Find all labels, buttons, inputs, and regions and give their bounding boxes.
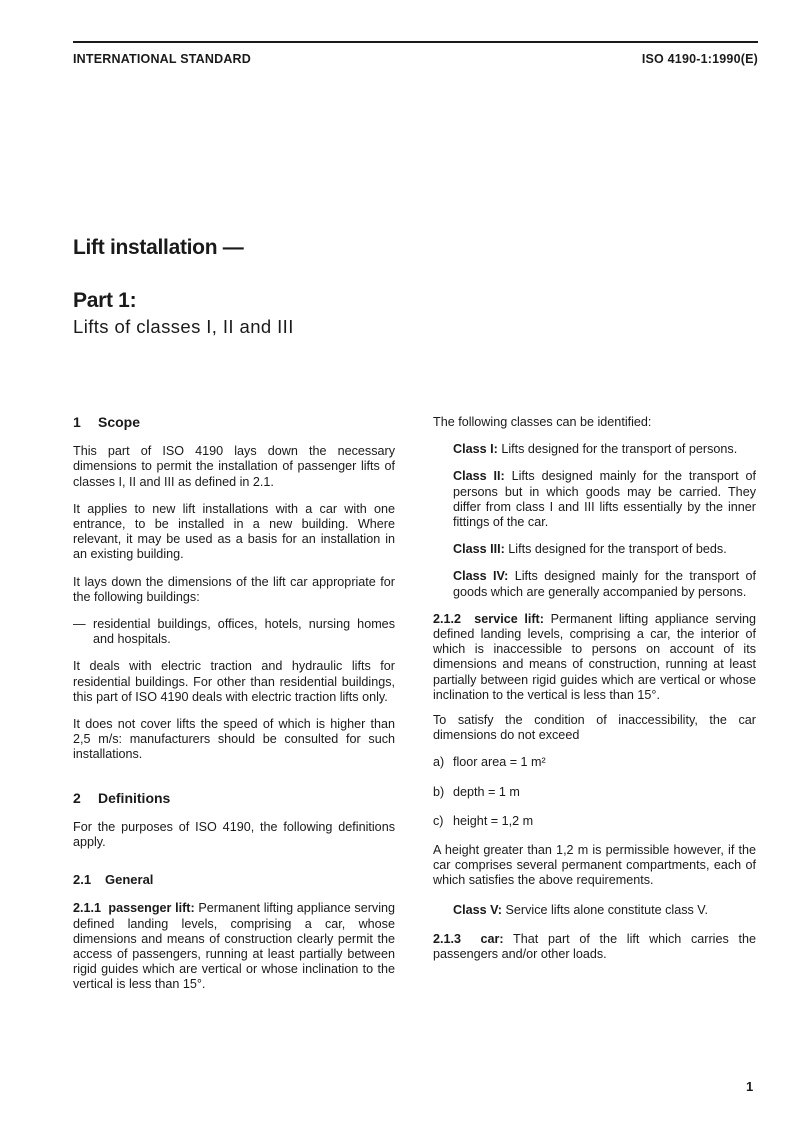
definition-number: 2.1.3 [433, 931, 462, 946]
header-rule [73, 41, 758, 43]
class-text: Lifts designed mainly for the transport of persons but in which goods may be carried. They differ from class I and III lifts essentially by the inner fittings of the car. [453, 469, 757, 530]
definition-text: Permanent lifting appliance serving defined landing levels, comprising a car, whose dimensions and means of construction clearly permit the access of passengers, running at least partially between rigid guides which are vertical or whose inclination to the vertical is less than 15°. [73, 901, 396, 992]
class-label: Class V: [453, 902, 503, 917]
scope-paragraph-1: This part of ISO 4190 lays down the necessary dimensions to permit the installation of passenger lifts of classes I, II and III as defined in 2.1. [73, 444, 395, 489]
header-standard-label: INTERNATIONAL STANDARD [73, 52, 252, 66]
classes-intro: The following classes can be identified: [433, 415, 652, 429]
list-label: c) [433, 813, 444, 828]
list-item [433, 785, 756, 800]
inaccessibility-condition: To satisfy the condition of inaccessibility, the car dimensions do not exceed [433, 713, 756, 743]
list-text: floor area = 1 m² [453, 755, 546, 770]
class-2-item [433, 469, 756, 530]
list-text: depth = 1 m [453, 784, 520, 799]
list-label: b) [433, 784, 445, 799]
section-number: 1 [73, 414, 81, 430]
definition-text: That part of the lift which carries the passengers and/or other loads. [433, 931, 756, 962]
section-heading-scope [73, 415, 395, 430]
dash-marker: — [73, 617, 86, 632]
part-subtitle: Lifts of classes I, II and III [73, 316, 294, 337]
definition-number: 2.1.2 [433, 611, 462, 626]
left-column [73, 415, 395, 993]
class-5-item [433, 903, 756, 918]
scope-paragraph-5: It does not cover lifts the speed of which is higher than 2,5 m/s: manufacturers should be consulted for such installations. [73, 717, 395, 762]
part-heading: Part 1: [73, 289, 137, 312]
document-title: Lift installation — [73, 236, 244, 259]
class-text: Lifts designed for the transport of persons. [501, 442, 738, 457]
definition-term: car: [480, 931, 504, 946]
definition-text: Permanent lifting appliance serving defined landing levels, comprising a car, the interior of which is inaccessible to persons on account of its dimensions and means of construction, running at least partially between rigid guides which are vertical or whose inclination to the vertical is less than 15°. [433, 611, 757, 702]
definitions-paragraph: For the purposes of ISO 4190, the following definitions apply. [73, 819, 395, 850]
class-text: Service lifts alone constitute class V. [505, 902, 709, 917]
list-item [73, 617, 395, 647]
definition-car [433, 932, 756, 962]
header-document-id: ISO 4190-1:1990(E) [641, 52, 758, 66]
definition-term: passenger lift: [108, 901, 195, 916]
definition-number: 2.1.1 [73, 901, 102, 916]
list-text: height = 1,2 m [453, 813, 534, 828]
definition-service-lift [433, 612, 756, 703]
subsection-number: 2.1 [73, 872, 92, 888]
definition-passenger-lift [73, 901, 395, 992]
subsection-heading-general [73, 872, 395, 887]
running-header [73, 52, 758, 70]
class-label: Class I: [453, 442, 498, 457]
class-label: Class III: [453, 542, 505, 557]
scope-paragraph-2: It applies to new lift installations with a car with one entrance, to be installed in a new building. Where relevant, it may be used as a basis for an installation in an existing building. [73, 501, 395, 562]
list-item [433, 814, 756, 829]
section-title: Definitions [98, 789, 171, 806]
section-number: 2 [73, 789, 81, 806]
list-item-text: residential buildings, offices, hotels, nursing homes and hospitals. [93, 617, 395, 647]
class-text: Lifts designed for the transport of beds. [508, 542, 727, 557]
list-item [433, 755, 756, 770]
list-label: a) [433, 755, 445, 770]
scope-paragraph-4: It deals with electric traction and hydraulic lifts for residential buildings. For other than residential buildings, this part of ISO 4190 deals with electric traction lifts only. [73, 659, 395, 704]
class-4-item [433, 569, 756, 599]
section-title: Scope [98, 414, 141, 430]
right-column [433, 415, 756, 962]
height-note: A height greater than 1,2 m is permissible however, if the car comprises several permanent compartments, each of which satisfies the above requirements. [433, 843, 756, 888]
class-label: Class II: [453, 469, 505, 484]
class-3-item [433, 542, 756, 557]
class-text: Lifts designed mainly for the transport of goods which are generally accompanied by persons. [453, 569, 756, 599]
page-number: 1 [746, 1079, 754, 1094]
class-label: Class IV: [453, 569, 509, 584]
section-heading-definitions [73, 791, 395, 806]
class-1-item [433, 442, 756, 457]
definition-term: service lift: [474, 611, 544, 626]
subsection-title: General [105, 872, 154, 888]
scope-paragraph-3: It lays down the dimensions of the lift car appropriate for the following buildings: [73, 574, 395, 604]
